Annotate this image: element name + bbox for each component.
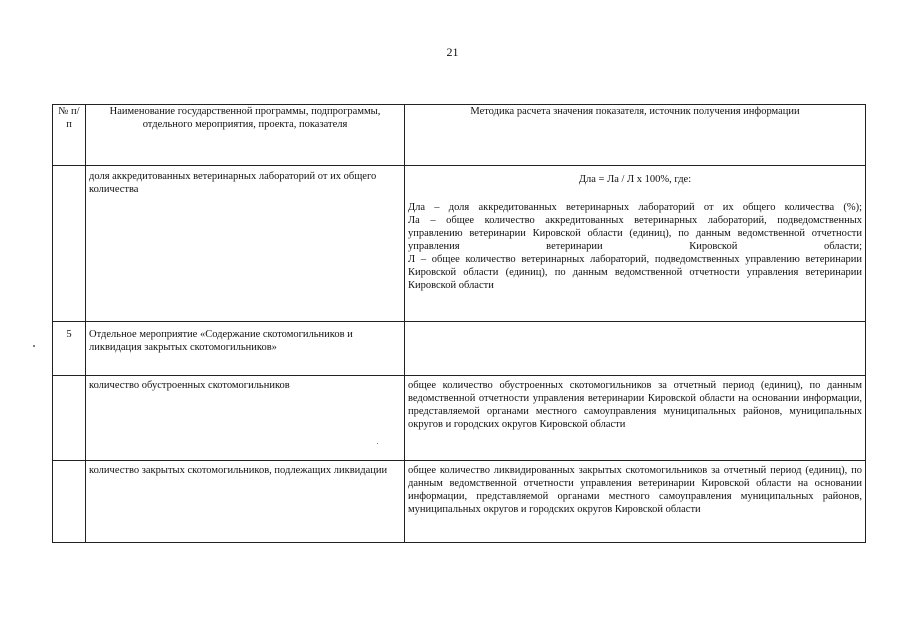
definition-la: Ла – общее количество аккредитованных ветеринарных лабораторий, подведомственных управлению ветеринарии Кировской области (единиц), по данным ведомственной отчетности управления ветеринарии Кировской области; [408,215,862,252]
table-row [53,376,866,461]
row-number [53,166,86,322]
indicator-name: количество обустроенных скотомогильников [86,376,405,461]
page-number: 21 [446,45,459,59]
table-header-row [53,105,866,166]
indicator-name: количество закрытых скотомогильников, подлежащих ликвидации [86,461,405,543]
row-number [53,376,86,461]
table-row [53,461,866,543]
method-cell [405,166,866,322]
table-row [53,322,866,376]
scan-speck [33,345,35,347]
scan-speck [377,443,378,444]
table-row [53,166,866,322]
header-method: Методика расчета значения показателя, источник получения информации [405,105,866,166]
method-cell: общее количество обустроенных скотомогильников за отчетный период (единиц), по данным ведомственной отчетности управления ветеринарии Кировской области на основании информации, представляемой органами местного самоуправления муниципальных районов, муниципальных округов и городских округов Кировской области [405,376,866,461]
header-name: Наименование государственной программы, подпрограммы, отдельного мероприятия, проекта, показателя [86,105,405,166]
definition-dla: Дла – доля аккредитованных ветеринарных лабораторий от их общего количества (%); [408,202,862,213]
formula: Дла = Ла / Л х 100%, где: [578,174,692,185]
header-number: № п/п [53,105,86,166]
row-number [53,461,86,543]
indicator-name: доля аккредитованных ветеринарных лабораторий от их общего количества [86,166,405,322]
event-name: Отдельное мероприятие «Содержание скотомогильников и ликвидация закрытых скотомогильников» [86,322,405,376]
definition-l: Л – общее количество ветеринарных лабораторий, подведомственных управлению ветеринарии Кировской области (единиц), по данным ведомственной отчетности управления ветеринарии Кировской области [408,254,862,291]
indicator-table [52,104,866,543]
method-cell: общее количество ликвидированных закрытых скотомогильников за отчетный период (единиц), по данным ведомственной отчетности управления ветеринарии Кировской области на основании информации, представляемой органами местного самоуправления муниципальных районов, муниципальных округов и городских округов Кировской области [405,461,866,543]
row-number: 5 [53,322,86,376]
method-cell-empty [405,322,866,376]
